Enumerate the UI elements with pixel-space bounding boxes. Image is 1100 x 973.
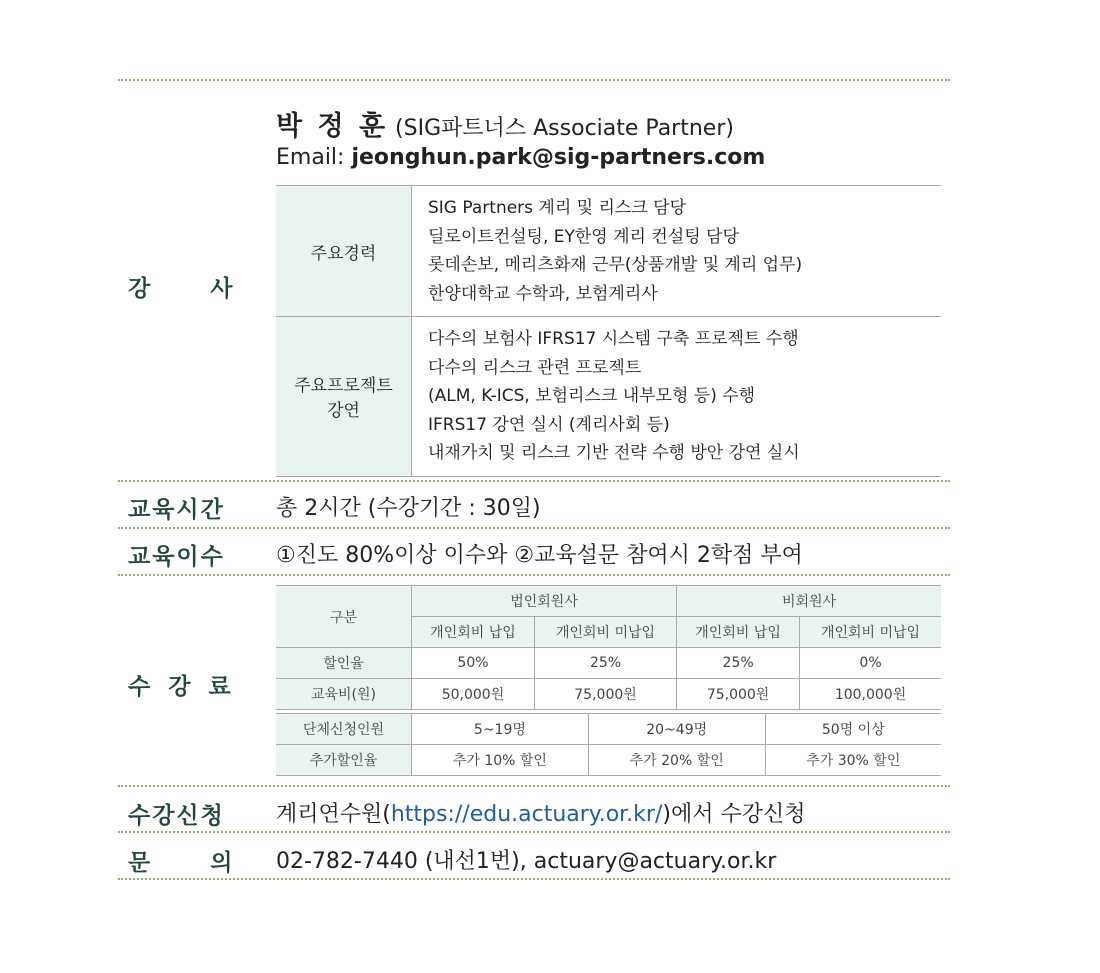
divider (118, 527, 950, 529)
projects-label-line: 주요프로젝트 (294, 376, 393, 397)
career-label: 주요경력 (276, 186, 412, 317)
project-item: 다수의 리스크 관련 프로젝트 (428, 357, 642, 378)
fee-header: 구분 (276, 586, 412, 648)
cell: 75,000원 (677, 679, 800, 710)
sub-header: 개인회비 미납입 (800, 617, 941, 648)
career-list (412, 186, 942, 317)
cell: 75,000원 (534, 679, 676, 710)
instructor-affiliation: (SIG파트너스 Associate Partner) (395, 116, 734, 141)
group-discount-table (276, 713, 941, 776)
cell: 50명 이상 (765, 714, 941, 745)
cell: 추가 30% 할인 (765, 745, 941, 776)
career-item: 딜로이트컨설팅, EY한영 계리 컨설팅 담당 (428, 226, 739, 247)
projects-label-line: 강연 (327, 401, 360, 422)
cell: 0% (800, 648, 941, 679)
divider (118, 574, 950, 576)
group-corporate: 법인회원사 (412, 586, 677, 617)
row-label: 할인율 (276, 648, 412, 679)
cell: 20~49명 (588, 714, 765, 745)
project-item: 다수의 보험사 IFRS17 시스템 구축 프로젝트 수행 (428, 329, 799, 349)
cell: 25% (677, 648, 800, 679)
career-item: 롯데손보, 메리츠화재 근무(상품개발 및 계리 업무) (428, 255, 803, 275)
instructor-name: 박 정 훈 (276, 111, 389, 142)
contact-value: 02-782-7440 (내선1번), actuary@actuary.or.kr (276, 849, 777, 874)
group-nonmember: 비회원사 (677, 586, 941, 617)
instructor-heading (276, 104, 734, 143)
cell: 50% (412, 648, 535, 679)
row-label: 추가할인율 (276, 745, 412, 776)
projects-list (412, 317, 942, 477)
apply-prefix: 계리연수원( (276, 802, 391, 827)
career-item: SIG Partners 계리 및 리스크 담당 (428, 198, 687, 218)
divider (118, 480, 950, 482)
time-label: 교육시간 (128, 497, 225, 523)
completion-value: ①진도 80%이상 이수와 ②교육설문 참여시 2학점 부여 (276, 543, 803, 568)
sub-header: 개인회비 미납입 (534, 617, 676, 648)
project-item: (ALM, K-ICS, 보험리스크 내부모형 등) 수행 (428, 386, 756, 406)
divider (118, 878, 950, 880)
divider (118, 831, 950, 833)
fee-table (276, 585, 941, 710)
contact-label: 문 의 (128, 850, 233, 876)
divider (118, 785, 950, 787)
cell: 50,000원 (412, 679, 535, 710)
row-label: 교육비(원) (276, 679, 412, 710)
instructor-email[interactable]: jeonghun.park@sig-partners.com (351, 145, 766, 170)
apply-suffix: )에서 수강신청 (662, 802, 806, 827)
apply-link[interactable]: https://edu.actuary.or.kr/ (390, 802, 663, 827)
instructor-email-line (276, 145, 765, 170)
time-value: 총 2시간 (수강기간 : 30일) (276, 496, 541, 521)
projects-label (276, 317, 412, 477)
career-item: 한양대학교 수학과, 보험계리사 (428, 283, 658, 304)
instructor-table (276, 185, 941, 477)
divider (118, 79, 950, 81)
fee-label: 수 강 료 (128, 674, 231, 700)
completion-label: 교육이수 (128, 544, 225, 570)
project-item: IFRS17 강연 실시 (계리사회 등) (428, 414, 670, 435)
instructor-label: 강 사 (128, 276, 233, 302)
sub-header: 개인회비 납입 (412, 617, 535, 648)
cell: 추가 10% 할인 (412, 745, 589, 776)
row-label: 단체신청인원 (276, 714, 412, 745)
cell: 5~19명 (412, 714, 589, 745)
cell: 25% (534, 648, 676, 679)
project-item: 내재가치 및 리스크 기반 전략 수행 방안 강연 실시 (428, 443, 800, 463)
cell: 추가 20% 할인 (588, 745, 765, 776)
apply-value (276, 797, 805, 828)
sub-header: 개인회비 납입 (677, 617, 800, 648)
cell: 100,000원 (800, 679, 941, 710)
email-label: Email: (276, 145, 345, 170)
apply-label: 수강신청 (128, 803, 225, 829)
